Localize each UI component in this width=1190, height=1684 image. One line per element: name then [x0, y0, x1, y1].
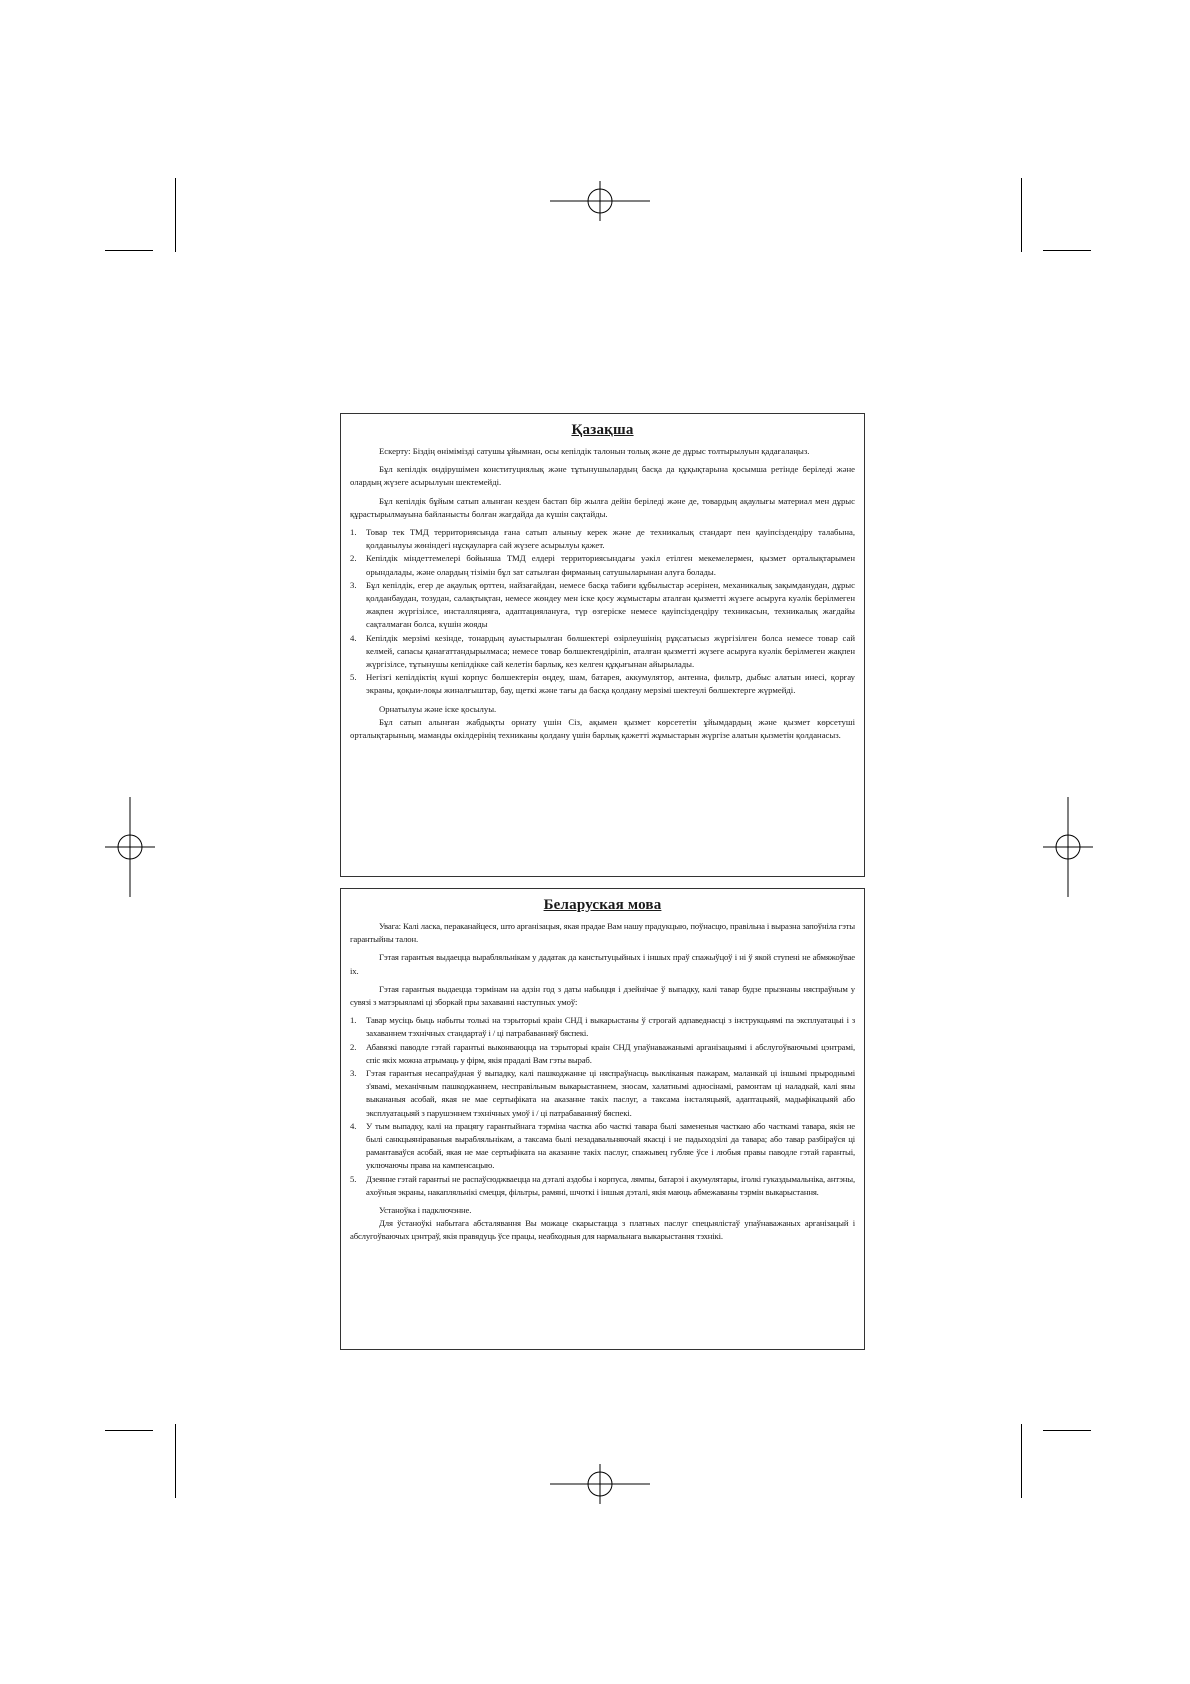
registration-mark-bottom-icon [550, 1464, 650, 1504]
list-item-text: Негізгі кепілдіктің күші корпус бөлшектерін өңдеу, шам, батарея, аккумулятор, антенна, фильтр, дыбыс алатын инесі, қорғау экраны, қоқыи-лоқы жиналғыштар, бау, щеткі және тағы да басқа қолдану мерзімі шектеулі бөлшектерге жүрмейді. [366, 672, 855, 696]
list-item-text: Кепілдік міндеттемелері бойынша ТМД елдері территориясындағы уәкіл етілген мекемелермен, қызмет орталықтарымен орындалады, және олардың тізімін бұл зат сатылған фирманың сатушыларынан алуға болады. [366, 553, 855, 577]
list-item-number: 4. [350, 632, 357, 643]
kazakh-term-paragraph: Бұл кепілдік бұйым сатып алынған кезден бастап бір жылға дейін беріледі және де, товардың ақаулығы материал мен дұрыс құрастырылмауына байланысты болған жағдайда да күшін сақтайды. [350, 495, 855, 519]
crop-mark-top-left-vertical [175, 178, 176, 252]
list-item-number: 2. [350, 553, 357, 564]
crop-mark-bottom-right-vertical [1021, 1424, 1022, 1498]
belarusian-install-paragraph: Для ўстаноўкі набытага абсталявання Вы можаце скарыстацца з платных паслуг спецыялістаў упаўнаважаных арганізацый і абслугоўваючых цэнтраў, якія правядуць ўсе працы, неабходныя для нармальнага выкарыстання тэхнікі. [350, 1218, 855, 1242]
list-item-text: Товар тек ТМД территориясында ғана сатып алыныу керек және де техникалық стандарт пен қауіпсіздендіру талабына, қолданылуы жөніндегі нұсқауларға сай жүзеге асырылуы қажет. [366, 527, 855, 551]
registration-mark-top-icon [550, 181, 650, 221]
list-item [350, 1041, 855, 1067]
belarusian-section-title: Беларуская мова [543, 897, 662, 913]
list-item-number: 3. [350, 579, 357, 590]
crop-mark-bottom-left-vertical [175, 1424, 176, 1498]
list-item [350, 1014, 855, 1040]
kazakh-notice-paragraph: Ескерту: Біздің өнімімізді сатушы ұйымнан, осы кепілдік талонын толық және де дұрыс толтырылуын қадағалаңыз. [379, 446, 810, 456]
list-item-number: 2. [350, 1041, 357, 1052]
kazakh-conditions-list [350, 526, 855, 698]
list-item [350, 1067, 855, 1120]
crop-mark-top-right-vertical [1021, 178, 1022, 252]
kazakh-section-title: Қазақша [571, 422, 634, 438]
kazakh-install-paragraph: Бұл сатып алынған жабдықты орнату үшін Сіз, ақымен қызмет көрсететін ұйымдардың және қызмет көрсетуші орталықтарының, маманды өкілдерінің техниканы қолдану үшін барлық қажетті жұмыстарын жүргізе алатын қызметін қолданасыз. [350, 716, 855, 741]
list-item [350, 1120, 855, 1173]
kazakh-rights-paragraph: Бұл кепілдік өндірушімен конституциялық және тұтынушылардың басқа да құқықтарына қосымша ретінде беріледі және олардың жүзеге асырылуын шектемейді. [350, 464, 855, 488]
list-item [350, 526, 855, 552]
list-item-text: Тавар мусіць быць набыты толькі на тэрыторыі краін СНД і выкарыстаны ў строгай адпаведнасці з інструкцыямі па эксплуатацыі і з захаваннем тэхнічных стандартаў і / ці патрабаванняў бяспекі. [366, 1015, 855, 1039]
list-item-number: 1. [350, 1015, 357, 1026]
registration-mark-right-icon [1043, 797, 1093, 897]
belarusian-term-paragraph: Гэтая гарантыя выдаецца тэрмінам на адзін год з даты набыцця і дзейнічае ў выпадку, калі тавар будзе прызнаны няспраўным у сувязі з матэрыяламі ці зборкай пры захаванні наступных умоў: [350, 983, 855, 1008]
crop-mark-top-left-horizontal [105, 250, 153, 251]
list-item [350, 579, 855, 632]
belarusian-warranty-section [340, 888, 865, 1350]
list-item [350, 671, 855, 697]
crop-mark-bottom-right-horizontal [1043, 1430, 1091, 1431]
list-item-text: Дзеянне гэтай гарантыі не распаўсюджваецца на дэталі аздобы і корпуса, лямпы, батарэі і акумулятары, іголкі гуказдымальніка, антэны, ахоўныя экраны, накапляльнікі смецця, фільтры, рамяні, шчоткі і іншыя дэталі, якія маюць абмежаваны тэрмін выкарыстання. [366, 1173, 855, 1197]
list-item-number: 5. [350, 672, 357, 683]
crop-mark-bottom-left-horizontal [105, 1430, 153, 1431]
belarusian-notice-paragraph: Увага: Калі ласка, пераканайцеся, што арганізацыя, якая прадае Вам нашу прадукцыю, поўнасцю, правільна і выразна запоўніла гэты гарантыйны талон. [350, 921, 855, 945]
belarusian-conditions-list [350, 1014, 855, 1199]
list-item-number: 4. [350, 1120, 357, 1131]
list-item-text: У тым выпадку, калі на працягу гарантыйнага тэрміна частка або часткі тавара былі замененыя часткаю або часткамі тавара, якія не былі санкцыяніраваныя вырабляльнікам, а таксама былі незадавальняючай якасці і не падыходзілі да тавара; або тавар разбіраўся ці рамантаваўся асобай, якая не мае сертыфіката на аказанне такіх паслуг, спажывец губляе ўсе і любыя правы паводле гэтай гарантыі, уключаючы права на кампенсацыю. [366, 1120, 855, 1171]
kazakh-install-heading: Орнатылуы және іске қосылуы. [379, 703, 497, 714]
list-item-number: 3. [350, 1068, 357, 1079]
belarusian-install-heading: Устаноўка і падключэнне. [379, 1205, 472, 1216]
belarusian-rights-paragraph: Гэтая гарантыя выдаецца вырабляльнікам у дадатак да канстытуцыйных і іншых праў спажыўцоў і ні ў якой ступені не абмяжоўвае іх. [350, 952, 855, 976]
list-item-text: Гэтая гарантыя несапраўдная ў выпадку, калі пашкоджанне ці няспраўнасць выкліканыя пажарам, маланкай ці іншымі прыроднымі з'явамі, механічным пашкоджаннем, несправільным выкарыстаннем, зносам, халатнымі адносінамі, рамонтам ці наладкай, калі яны выкананыя асобай, якая не мае сертыфіката на аказанне такіх паслуг, а таксама інсталяцыяй, адаптацыяй, мадыфікацыяй або эксплуатацыяй з парушэннем тэхнічных умоў і / ці патрабаванняў бяспекі. [366, 1068, 855, 1118]
list-item [350, 1173, 855, 1199]
list-item-text: Абавязкі паводле гэтай гарантыі выконваюцца на тэрыторыі краін СНД упаўнаважанымі арганізацыямі і абслугоўваючымі цэнтрамі, спіс якіх можна атрымаць у фірм, якія прадалі Вам гэты выраб. [366, 1041, 855, 1065]
list-item-number: 5. [350, 1173, 357, 1184]
list-item-text: Кепілдік мерзімі кезінде, тонардың ауыстырылған бөлшектері өзірлеушінің рұқсатысыз жүргізілген болса немесе товар сай келмей, сапасы қанағаттандырылмаса; немесе товар бөлшектендіріліп, аталған қызметті жүзеге асыруға куәлік берілмеген жақпен жүргізілсе, тұтынушы кепілдікке сай келетін барлық, кез келген құқығынан айырылады. [366, 632, 855, 670]
kazakh-warranty-section [340, 413, 865, 877]
registration-mark-left-icon [105, 797, 155, 897]
list-item [350, 632, 855, 672]
crop-mark-top-right-horizontal [1043, 250, 1091, 251]
list-item-text: Бұл кепілдік, егер де ақаулық өрттен, найзағайдан, немесе басқа табиғи құбылыстар әсерінен, механикалық зақымданудан, дұрыс қолданбаудан, тозудан, салақтықтан, немесе жөндеу мен іске қосу жұмыстары аталған қызметті жүзеге асыруға куәлік берілмеген жақпен жүргізілсе, инсталляцияға, адаптациялануға, түр өзгеріске немесе қауіпсіздендіру техникасын, техникалық жағдайы сақталмаған болса, күшін жояды [366, 579, 855, 630]
list-item-number: 1. [350, 527, 357, 538]
list-item [350, 552, 855, 578]
